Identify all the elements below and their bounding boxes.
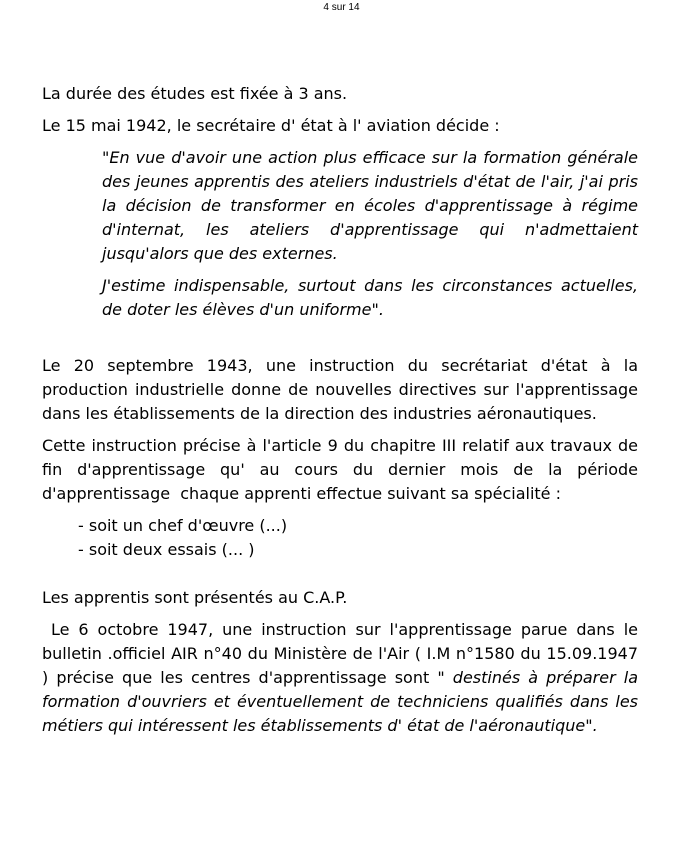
paragraph-cap: Les apprentis sont présentés au C.A.P. (42, 588, 348, 607)
quote-uniforme: J'estime indispensable, surtout dans les circonstances actuelles, de doter les élèves d'un uniforme". (102, 276, 638, 319)
paragraph-1942: Le 15 mai 1942, le secrétaire d' état à l' aviation décide : (42, 116, 500, 135)
spacer (42, 562, 638, 586)
paragraph-1947-text: Le 6 octobre 1947, une instruction sur l'apprentissage parue dans le bulletin .officiel AIR n°40 du Ministère de l'Air ( I.M n°1580 du 15.09.1947 ) précise que les centres d'apprentissage sont " (42, 620, 644, 687)
paragraph-article-9: Cette instruction précise à l'article 9 du chapitre III relatif aux travaux de fin d'apprentissage qu' au cours du dernier mois de la période d'apprentissage chaque apprenti effectue suivant sa spécialité : (42, 436, 644, 503)
paragraph-duration: La durée des études est fixée à 3 ans. (42, 84, 348, 103)
quote-internat: "En vue d'avoir une action plus efficace sur la formation générale des jeunes apprentis des ateliers industriels d'état de l'air, j'ai pris la décision de transformer en écoles d'apprentissage à régime d'internat, les ateliers d'apprentissage qui n'admettaient jusqu'alors que des externes. (102, 148, 638, 263)
spacer (42, 330, 638, 354)
paragraph-1947-quote: destinés à préparer la formation d'ouvriers et éventuellement de techniciens qualifiés dans les métiers qui intéressent les établissements d' état de l'aéronautique". (42, 668, 644, 735)
list-item: - soit deux essais (... ) (78, 540, 255, 559)
document-body (42, 82, 644, 746)
paragraph-1947 (42, 618, 644, 738)
page-number: 4 sur 14 (323, 2, 360, 13)
list-item: - soit un chef d'œuvre (...) (78, 516, 288, 535)
paragraph-1943: Le 20 septembre 1943, une instruction du secrétariat d'état à la production industrielle donne de nouvelles directives sur l'apprentissage dans les établissements de la direction des industries aéronautiques. (42, 356, 638, 423)
